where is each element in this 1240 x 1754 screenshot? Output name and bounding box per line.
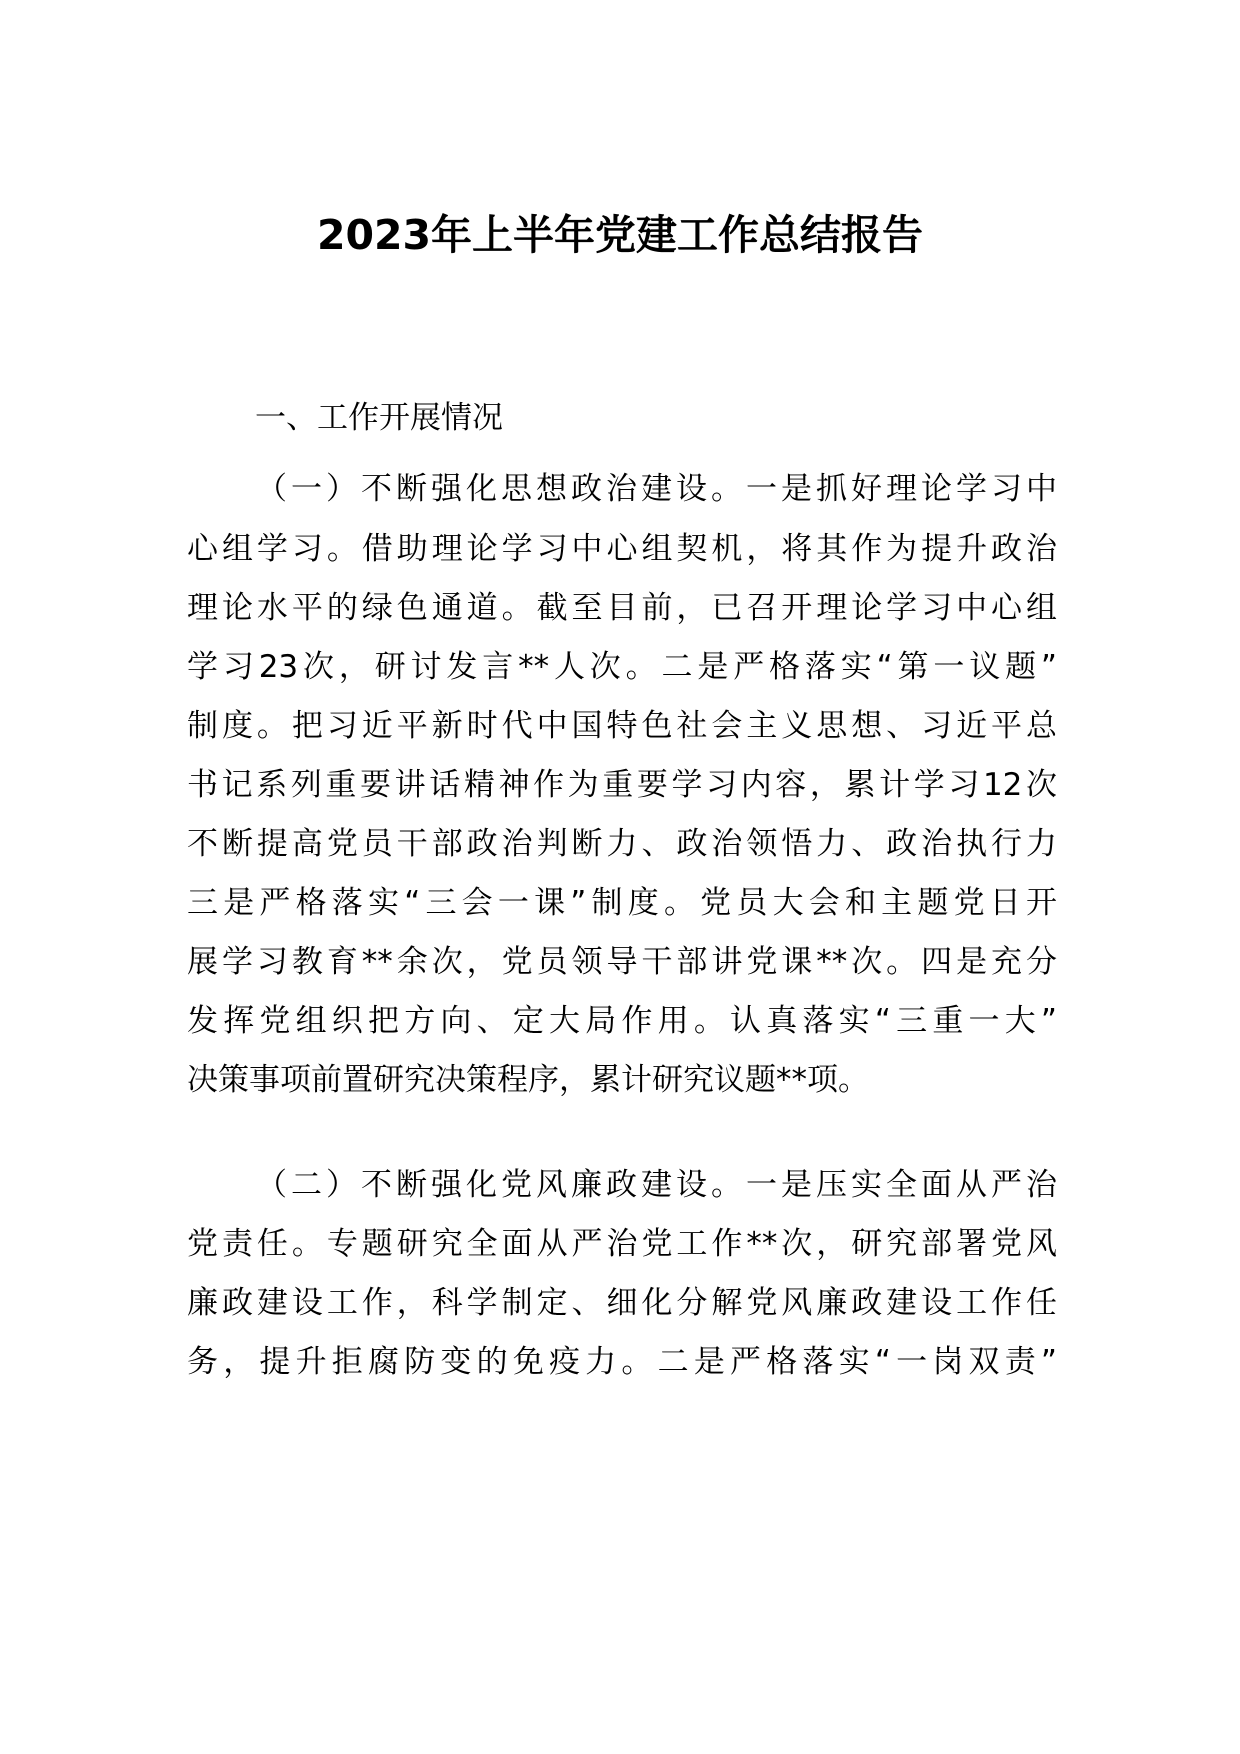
paragraph-line: （一）不断强化思想政治建设。一是抓好理论学习中: [256, 471, 1057, 507]
paragraph-line: 党责任。专题研究全面从严治党工作**次，研究部署党风: [187, 1226, 1057, 1262]
paragraph-line: 三是严格落实“三会一课”制度。党员大会和主题党日开: [187, 885, 1057, 921]
paragraph-line: 书记系列重要讲话精神作为重要学习内容，累计学习12次: [187, 767, 1057, 803]
paragraph-line: 务，提升拒腐防变的免疫力。二是严格落实“一岗双责”: [187, 1344, 1057, 1380]
paragraph-line: 发挥党组织把方向、定大局作用。认真落实“三重一大”: [187, 1003, 1057, 1039]
paragraph-line: 制度。把习近平新时代中国特色社会主义思想、习近平总: [187, 708, 1057, 744]
paragraph-line: 理论水平的绿色通道。截至目前，已召开理论学习中心组: [187, 590, 1057, 626]
paragraph-line: 展学习教育**余次，党员领导干部讲党课**次。四是充分: [187, 944, 1057, 980]
paragraph-line: 廉政建设工作，科学制定、细化分解党风廉政建设工作任: [187, 1285, 1057, 1321]
paragraph-line: 决策事项前置研究决策程序，累计研究议题**项。: [187, 1062, 869, 1098]
paragraph-line: （二）不断强化党风廉政建设。一是压实全面从严治: [256, 1167, 1057, 1203]
section-heading: 一、工作开展情况: [255, 400, 503, 436]
document-title: 2023年上半年党建工作总结报告: [316, 211, 924, 259]
paragraph-line: 心组学习。借助理论学习中心组契机，将其作为提升政治: [187, 531, 1057, 567]
paragraph-line: 不断提高党员干部政治判断力、政治领悟力、政治执行力: [187, 826, 1057, 862]
paragraph-line: 学习23次，研讨发言**人次。二是严格落实“第一议题”: [187, 649, 1057, 685]
